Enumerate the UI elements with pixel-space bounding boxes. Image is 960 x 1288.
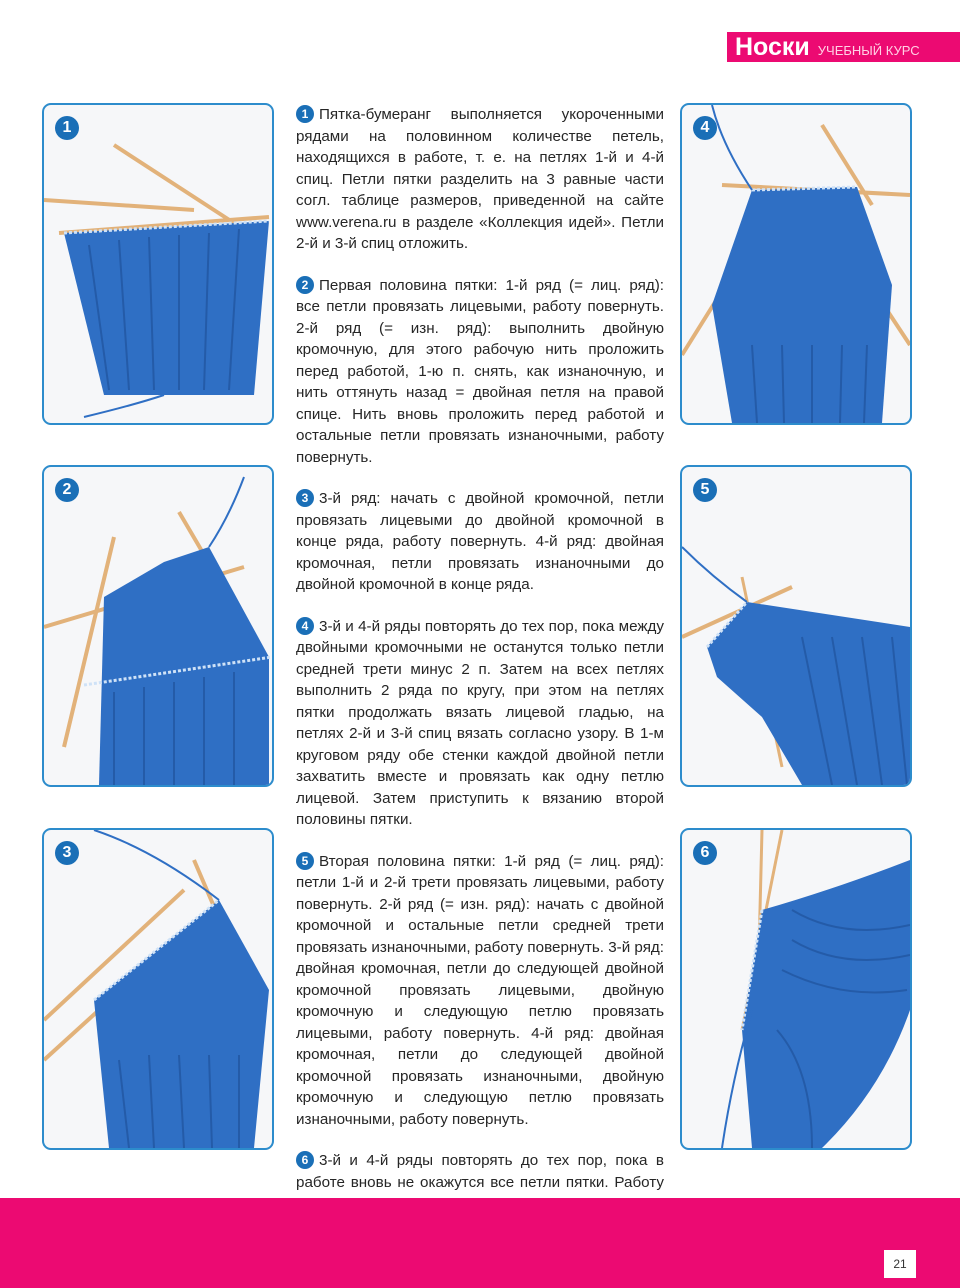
step-text: Первая половина пятки: 1-й ряд (= лиц. ряд): все петли провязать лицевыми, работу повернуть. 2-й ряд (= изн. ряд): выполнить двойную кромочную, для этого рабочую нить проложить перед работой, 1-ю п. снять, как изнаночную, и нить оттянуть назад = двойная петля на правой спице. Нить вновь проложить перед работой и остальные петли провязать изнаночными, работу повернуть. — [296, 276, 664, 466]
section-header-tag — [727, 32, 960, 62]
photo-number-badge: 2 — [55, 478, 79, 502]
step-photo-4 — [680, 103, 912, 425]
section-title: Носки — [735, 33, 810, 61]
step-photo-5 — [680, 465, 912, 787]
step-paragraph-4 — [296, 616, 664, 831]
step-number-badge: 5 — [296, 852, 314, 870]
photo-number-badge: 5 — [693, 478, 717, 502]
page-number: 21 — [884, 1250, 916, 1278]
step-number-badge: 3 — [296, 489, 314, 507]
step-text: 3-й ряд: начать с двойной кромочной, петли провязать лицевыми до двойной кромочной в конце ряда, работу повернуть. 4-й ряд: двойная кромочная, петли провязать изнаночными до двойной кромочной в конце ряда. — [296, 490, 664, 593]
photo-number-badge: 1 — [55, 116, 79, 140]
knitting-illustration — [44, 830, 272, 1148]
step-text: 3-й и 4-й ряды повторять до тех пор, пока между двойными кромочными не останутся только петли средней трети минус 2 п. Затем на всех петлях выполнить 2 ряда по кругу, при этом на петлях пятки продолжать вязать лицевой гладью, на петлях 2-й и 3-й спиц вязать согласно узору. В 1-м круговом ряду обе стенки каждой двойной петли захватить вместе и провязать как одну петлю лицевой. Затем приступить к вязанию второй половины пятки. — [296, 617, 664, 828]
step-text: Пятка-бумеранг выполняется укороченными рядами на половинном количестве петель, находящихся в работе, т. е. на петлях 1-й и 4-й спиц. Петли пятки разделить на 3 равные части согл. таблице размеров, приведенной на сайте www.verena.ru в разделе «Коллекция идей». Петли 2-й и 3-й спиц отложить. — [296, 106, 664, 252]
knitting-illustration — [682, 105, 910, 423]
instructions-column — [296, 104, 664, 1256]
photo-number-badge: 6 — [693, 841, 717, 865]
knitting-illustration — [44, 467, 272, 785]
step-photo-1 — [42, 103, 274, 425]
step-photo-3 — [42, 828, 274, 1150]
step-text: 3-й и 4-й ряды повторять до тех пор, пока в работе вновь не окажутся все петли пятки. Работу — [296, 1152, 664, 1191]
step-text: Вторая половина пятки: 1-й ряд (= лиц. ряд): петли 1-й и 2-й трети провязать лицевыми, работу повернуть. 2-й ряд (= изн. ряд): начать с двойной кромочной и остальные петли средней трети провязать изнаночными, работу повернуть. 3-й ряд: двойная кромочная, петли до следующей двойной кромочной провязать лицевыми, двойную кромочную и следующую петлю провязать лицевыми, работу повернуть. 4-й ряд: двойная кромочная, петли до следующей двойной кромочной провязать изнаночными, двойную кромочную и следующую петлю провязать изнаночными, работу повернуть. — [296, 852, 664, 1128]
step-photo-6 — [680, 828, 912, 1150]
knitting-illustration — [682, 467, 910, 785]
step-number-badge: 4 — [296, 617, 314, 635]
step-photo-2 — [42, 465, 274, 787]
step-paragraph-2 — [296, 275, 664, 469]
step-number-badge: 2 — [296, 276, 314, 294]
step-paragraph-5 — [296, 851, 664, 1131]
step-paragraph-3 — [296, 488, 664, 596]
step-paragraph-1 — [296, 104, 664, 255]
knitting-illustration — [44, 105, 272, 423]
section-subtitle: УЧЕБНЫЙ КУРС — [817, 43, 920, 58]
photo-number-badge: 4 — [693, 116, 717, 140]
photo-number-badge: 3 — [55, 841, 79, 865]
step-number-badge: 1 — [296, 105, 314, 123]
step-number-badge: 6 — [296, 1151, 314, 1169]
knitting-illustration — [682, 830, 910, 1148]
footer-bar — [0, 1198, 960, 1288]
